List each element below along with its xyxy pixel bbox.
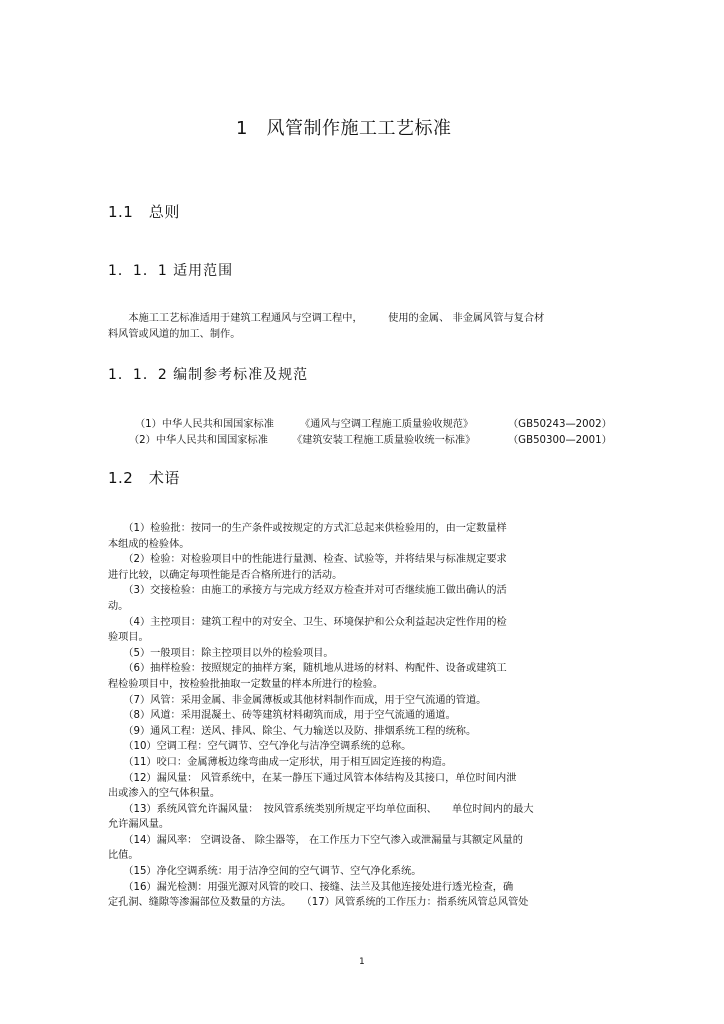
reference-label: （2）中华人民共和国国家标准 (129, 435, 268, 446)
terms-line: 允许漏风量。 (108, 819, 170, 831)
reference-label: （1）中华人民共和国国家标准 (135, 419, 274, 430)
terms-line: （1）检验批：按同一的生产条件或按规定的方式汇总起来供检验用的，由一定数量样 (108, 523, 507, 534)
terms-line: （3）交接检验：由施工的承接方与完成方经双方检查并对可否继续施工做出确认的活 (108, 585, 507, 597)
terms-line: （6）抽样检验：按照规定的抽样方案，随机地从进场的材料、构配件、设备或建筑工 (108, 663, 507, 675)
terms-line: 进行比较，以确定每项性能是否合格所进行的活动。 (108, 569, 343, 581)
terms-line: （4）主控项目：建筑工程中的对安全、卫生、环境保护和公众利益起决定性作用的检 (108, 616, 507, 628)
terms-line: 出或渗入的空气体积量。 (108, 788, 221, 800)
terms-line: 程检验项目中，按检验批抽取一定数量的样本所进行的检验。 (108, 678, 384, 690)
terms-line: （12）漏风量： 风管系统中，在某一静压下通过风管本体结构及其接口，单位时间内泄 (108, 772, 517, 784)
terms-line: （16）漏光检测：用强光源对风管的咬口、接缝、法兰及其他连接处进行透光检查，确 (108, 881, 514, 893)
terms-line: 动。 (108, 600, 129, 612)
page-title: 1 风管制作施工工艺标准 (236, 118, 452, 139)
terms-list (108, 521, 618, 911)
terms-line: （10）空调工程：空气调节、空气净化与洁净空调系统的总称。 (108, 741, 412, 753)
terms-line: （2）检验：对检验项目中的性能进行量测、检查、试验等，并将结果与标准规定要求 (108, 554, 507, 566)
reference-name: 《建筑安装工程施工质量验收统一标准》 (292, 435, 476, 446)
terms-line: （8）风道：采用混凝土、砖等建筑材料砌筑而成，用于空气流通的通道。 (108, 710, 456, 722)
reference-code: （GB50300—2001） (508, 435, 612, 446)
terms-line: 验项目。 (108, 632, 149, 644)
section-heading-1-1: 1.1 总则 (108, 203, 180, 221)
terms-line: （15）净化空调系统：用于洁净空间的空气调节、空气净化系统。 (108, 866, 422, 878)
terms-line: 本组成的检验体。 (108, 538, 190, 550)
terms-line: 比值。 (108, 850, 139, 862)
page-number: 1 (359, 957, 365, 967)
section-heading-1-1-1: 1．1．1 适用范围 (108, 263, 234, 279)
terms-line: （9）通风工程：送风、排风、除尘、气力输送以及防、排烟系统工程的统称。 (108, 725, 477, 737)
terms-line: （13）系统风管允许漏风量： 按风管系统类别所规定平均单位面积、 单位时间内的最大 (108, 803, 534, 815)
terms-line: （5）一般项目：除主控项目以外的检验项目。 (108, 647, 334, 659)
terms-line: 定孔洞、缝隙等渗漏部位及数量的方法。 （17）风管系统的工作压力：指系统风管总风管处 (108, 897, 529, 909)
terms-line: （7）风管：采用金属、非金属薄板或其他材料制作而成，用于空气流通的管道。 (108, 694, 487, 706)
terms-line: （11）咬口：金属薄板边缘弯曲成一定形状，用于相互固定连接的构造。 (108, 756, 453, 768)
section-heading-1-2: 1.2 术语 (108, 469, 180, 487)
reference-code: （GB50243—2002） (508, 419, 612, 430)
section-heading-1-1-2: 1．1．2 编制参考标准及规范 (108, 367, 309, 383)
scope-paragraph-line-1: 本施工工艺标准适用于建筑工程通风与空调工程中， 使用的金属、 非金属风管与复合材 (108, 313, 545, 324)
scope-paragraph-line-2: 料风管或风道的加工、制作。 (108, 329, 241, 340)
terms-line: （14）漏风率： 空调设备、 除尘器等， 在工作压力下空气渗入或泄漏量与其额定风量的 (108, 834, 523, 846)
reference-name: 《通风与空调工程施工质量验收规范》 (300, 419, 474, 430)
